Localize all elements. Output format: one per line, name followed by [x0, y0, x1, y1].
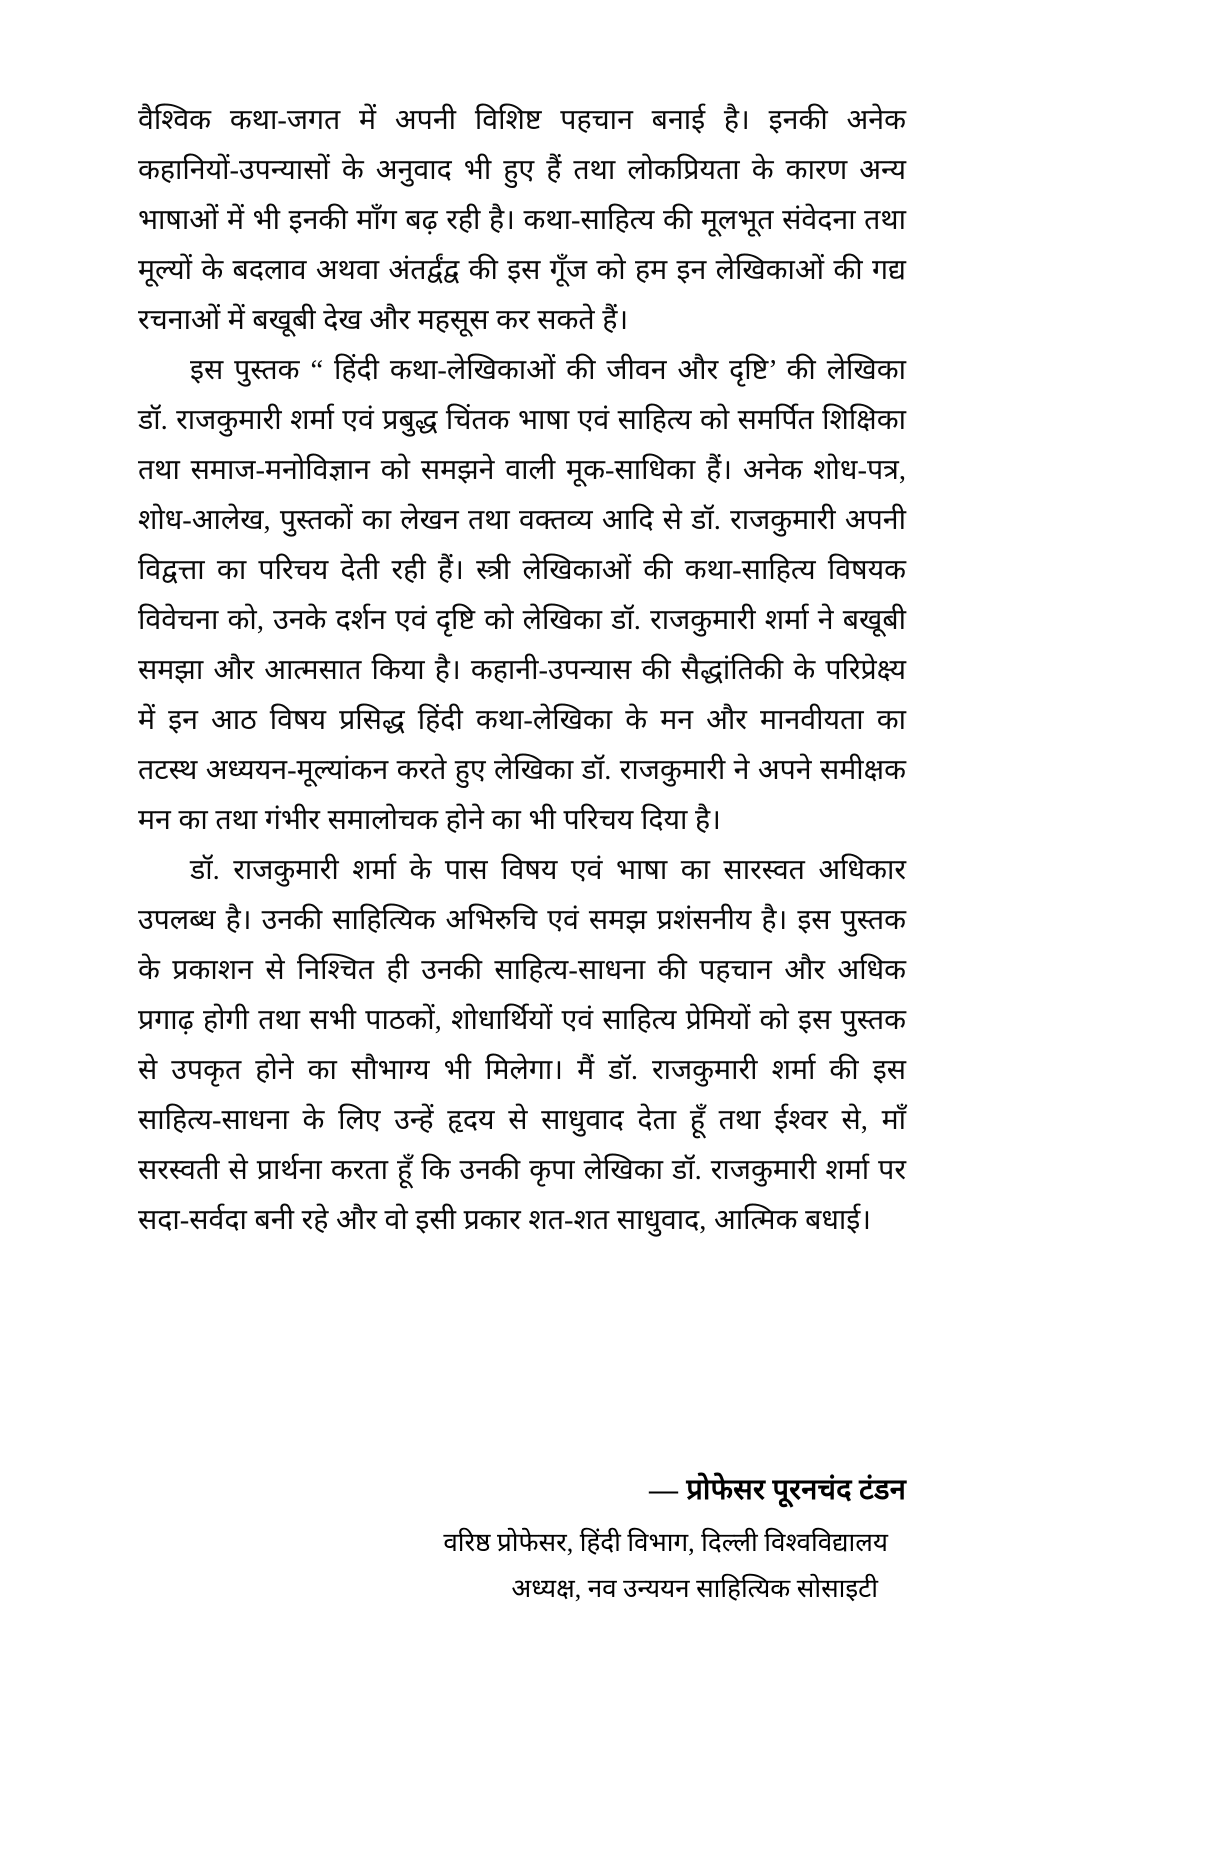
signature-affiliation-line-1: वरिष्ठ प्रोफेसर, हिंदी विभाग, दिल्ली विश्वविद्यालय [443, 1528, 888, 1557]
signature-block [138, 1466, 906, 1612]
body-paragraph-3: डॉ. राजकुमारी शर्मा के पास विषय एवं भाषा का सारस्वत अधिकार उपलब्ध है। उनकी साहित्यिक अभिरुचि एवं समझ प्रशंसनीय है। इस पुस्तक के प्रकाशन से निश्चित ही उनकी साहित्य-साधना की पहचान और अधिक प्रगाढ़ होगी तथा सभी पाठकों, शोधार्थियों एवं साहित्य प्रेमियों को इस पुस्तक से उपकृत होने का सौभाग्य भी मिलेगा। मैं डॉ. राजकुमारी शर्मा की इस साहित्य-साधना के लिए उन्हें हृदय से साधुवाद देता हूँ तथा ईश्वर से, माँ सरस्वती से प्रार्थना करता हूँ कि उनकी कृपा लेखिका डॉ. राजकुमारी शर्मा पर सदा-सर्वदा बनी रहे और वो इसी प्रकार शत-शत साधुवाद, आत्मिक बधाई। [138, 855, 906, 1236]
body-paragraph-2: इस पुस्तक “ हिंदी कथा-लेखिकाओं की जीवन और दृष्टि’ की लेखिका डॉ. राजकुमारी शर्मा एवं प्रबुद्ध चिंतक भाषा एवं साहित्य को समर्पित शिक्षिका तथा समाज-मनोविज्ञान को समझने वाली मूक-साधिका हैं। अनेक शोध-पत्र, शोध-आलेख, पुस्तकों का लेखन तथा वक्तव्य आदि से डॉ. राजकुमारी अपनी विद्वत्ता का परिचय देती रही हैं। स्त्री लेखिकाओं की कथा-साहित्य विषयक विवेचना को, उनके दर्शन एवं दृष्टि को लेखिका डॉ. राजकुमारी शर्मा ने बखूबी समझा और आत्मसात किया है। कहानी-उपन्यास की सैद्धांतिकी के परिप्रेक्ष्य में इन आठ विषय प्रसिद्ध हिंदी कथा-लेखिका के मन और मानवीयता का तटस्थ अध्ययन-मूल्यांकन करते हुए लेखिका डॉ. राजकुमारी ने अपने समीक्षक मन का तथा गंभीर समालोचक होने का भी परिचय दिया है। [138, 355, 906, 836]
signature-author-name [138, 1466, 906, 1514]
em-dash-glyph: — [648, 1474, 679, 1506]
signature-affiliation-line-2: अध्यक्ष, नव उन्ययन साहित्यिक सोसाइटी [511, 1574, 878, 1603]
author-name-text: प्रोफेसर पूरनचंद टंडन [686, 1474, 906, 1506]
page-body [138, 96, 906, 1246]
body-paragraph-1: वैश्विक कथा-जगत में अपनी विशिष्ट पहचान बनाई है। इनकी अनेक कहानियों-उपन्यासों के अनुवाद भी हुए हैं तथा लोकप्रियता के कारण अन्य भाषाओं में भी इनकी माँग बढ़ रही है। कथा-साहित्य की मूलभूत संवेदना तथा मूल्यों के बदलाव अथवा अंतर्द्वंद्व की इस गूँज को हम इन लेखिकाओं की गद्य रचनाओं में बखूबी देख और महसूस कर सकते हैं। [138, 105, 906, 336]
